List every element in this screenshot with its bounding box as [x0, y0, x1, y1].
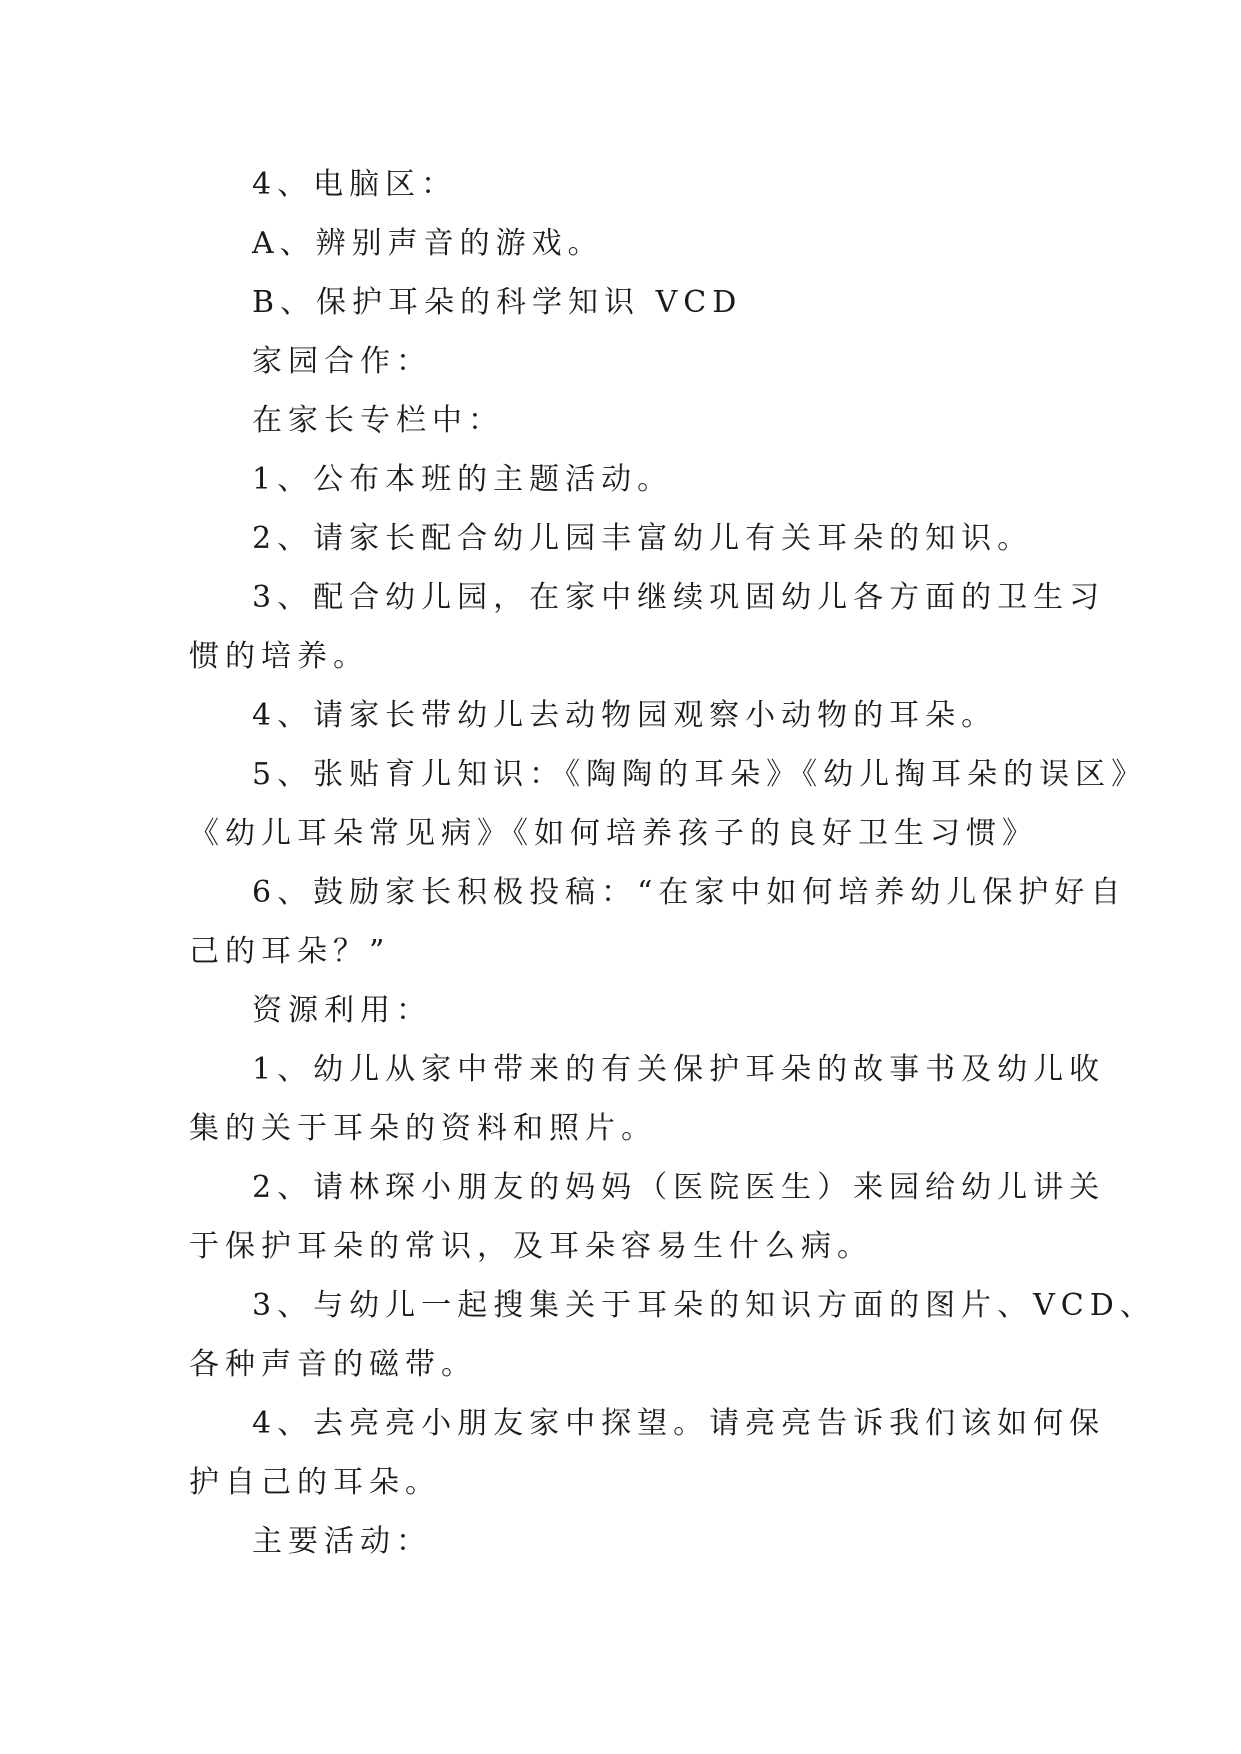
section-heading: 家园合作： — [252, 344, 432, 379]
text-line: 4、去亮亮小朋友家中探望。请亮亮告诉我们该如何保 — [252, 1406, 1106, 1441]
text-line: 4、请家长带幼儿去动物园观察小动物的耳朵。 — [252, 698, 998, 733]
text-line: B、保护耳朵的科学知识 VCD — [252, 285, 743, 320]
text-line: 惯的培养。 — [189, 639, 369, 674]
text-line: 1、幼儿从家中带来的有关保护耳朵的故事书及幼儿收 — [252, 1052, 1106, 1087]
text-line: 5、张贴育儿知识：《陶陶的耳朵》《幼儿掏耳朵的误区》 — [252, 757, 1148, 792]
text-line: 3、配合幼儿园，在家中继续巩固幼儿各方面的卫生习 — [252, 580, 1106, 615]
section-heading: 主要活动： — [252, 1524, 432, 1559]
text-line: 各种声音的磁带。 — [189, 1347, 477, 1382]
text-line: 6、鼓励家长积极投稿：“在家中如何培养幼儿保护好自 — [252, 875, 1127, 910]
text-line: 在家长专栏中： — [252, 403, 504, 438]
text-line: 集的关于耳朵的资料和照片。 — [189, 1111, 657, 1146]
text-line: 于保护耳朵的常识，及耳朵容易生什么病。 — [189, 1229, 873, 1264]
text-line: 护自己的耳朵。 — [189, 1465, 441, 1500]
text-line: A、辨别声音的游戏。 — [252, 226, 604, 261]
section-heading: 资源利用： — [252, 993, 432, 1028]
text-line: 1、公布本班的主题活动。 — [252, 462, 674, 497]
text-line: 4、电脑区： — [252, 167, 458, 202]
text-line: 2、请家长配合幼儿园丰富幼儿有关耳朵的知识。 — [252, 521, 1034, 556]
text-line: 《幼儿耳朵常见病》《如何培养孩子的良好卫生习惯》 — [189, 816, 1038, 851]
text-line: 己的耳朵？” — [189, 934, 391, 969]
text-line: 2、请林琛小朋友的妈妈（医院医生）来园给幼儿讲关 — [252, 1170, 1106, 1205]
text-line: 3、与幼儿一起搜集关于耳朵的知识方面的图片、VCD、 — [252, 1288, 1156, 1323]
